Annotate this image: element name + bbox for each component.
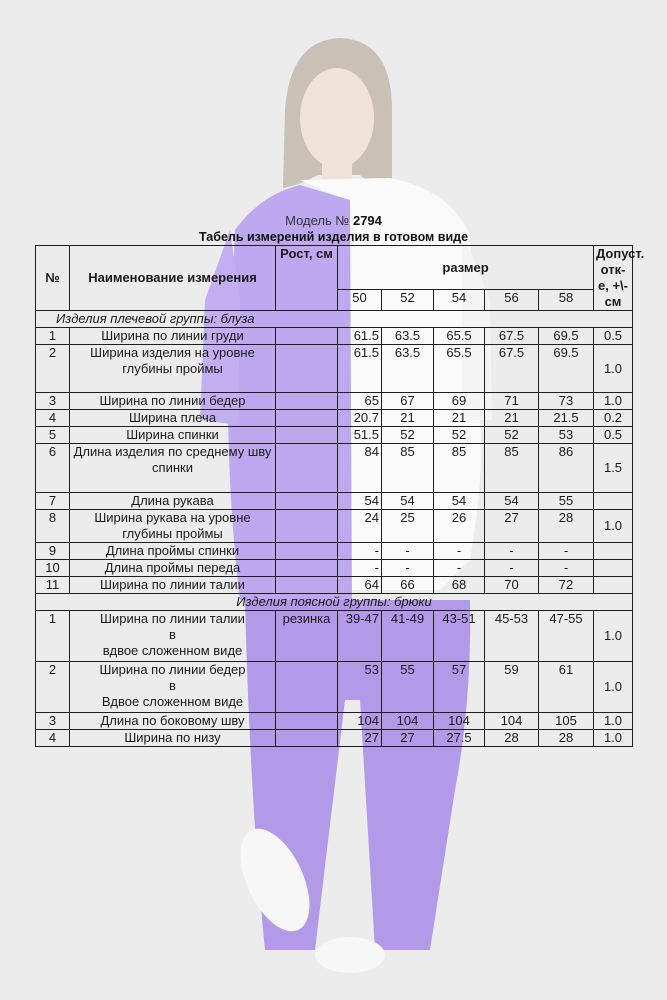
row-height-cell [276,510,338,543]
row-value: - [485,543,539,560]
row-value: - [539,543,594,560]
row-value: 41-49 [382,611,434,662]
table-title: Табель измерений изделия в готовом виде [198,230,469,244]
row-value: 63.5 [382,328,434,345]
row-value: 72 [539,577,594,594]
row-name-line: в [169,627,176,642]
row-number: 9 [36,543,70,560]
row-value: 73 [539,393,594,410]
row-value: 52 [485,427,539,444]
row-value: 27 [338,730,382,747]
row-value: 65.5 [434,345,485,393]
table-row [36,611,633,662]
header-tolerance: Допуст. отк-е, +\-см [594,246,633,311]
row-value: 27 [485,510,539,543]
row-height-cell [276,577,338,594]
row-height-cell [276,493,338,510]
row-height-cell [276,444,338,493]
row-number: 1 [36,328,70,345]
row-value: 47-55 [539,611,594,662]
row-height-cell [276,560,338,577]
row-height-cell [276,543,338,560]
size-50: 50 [338,290,382,311]
header-height: Рост, см [276,246,338,311]
row-value: 21 [485,410,539,427]
row-value: 67 [382,393,434,410]
row-value: 43-51 [434,611,485,662]
table-row [36,662,633,713]
row-tolerance: 1.0 [594,393,633,410]
section-title-blouse: Изделия плечевой группы: блуза [36,311,633,328]
row-name-line: Ширина по линии бедер [99,662,246,677]
row-name-line: Ширина по линии талии [100,611,245,626]
row-number: 10 [36,560,70,577]
row-height: резинка [276,611,338,662]
row-name-line: в [169,678,176,693]
row-number: 6 [36,444,70,493]
row-height-cell [276,328,338,345]
size-52: 52 [382,290,434,311]
row-value: 54 [485,493,539,510]
row-height [276,713,338,730]
table-row [36,393,633,410]
row-value: 27.5 [434,730,485,747]
row-value: 69.5 [539,345,594,393]
row-value: 69 [434,393,485,410]
row-name: Ширина изделия на уровне глубины проймы [70,345,276,393]
row-name: Длина проймы спинки [70,543,276,560]
row-value: 52 [382,427,434,444]
row-name: Ширина по линии бедер [70,393,276,410]
row-value: 64 [338,577,382,594]
row-value: 85 [382,444,434,493]
row-tolerance: 1.0 [594,510,633,543]
table-row [36,345,633,393]
row-value: 54 [382,493,434,510]
row-name: Длина изделия по среднему шву спинки [70,444,276,493]
row-number: 8 [36,510,70,543]
row-value: 45-53 [485,611,539,662]
row-name: Длина по боковому шву [70,713,276,730]
row-value: 55 [382,662,434,713]
row-value: 65 [338,393,382,410]
row-name: Ширина по линии груди [70,328,276,345]
row-value: 54 [338,493,382,510]
row-value: 104 [338,713,382,730]
row-tolerance: 1.0 [594,730,633,747]
row-value: - [382,543,434,560]
row-number: 2 [36,345,70,393]
table-row [36,510,633,543]
size-58: 58 [539,290,594,311]
row-value: 53 [539,427,594,444]
row-name [70,662,276,713]
row-tolerance [594,543,633,560]
row-value: 61.5 [338,328,382,345]
table-row [36,493,633,510]
row-value: 57 [434,662,485,713]
row-tolerance: 1.5 [594,444,633,493]
row-value: 104 [434,713,485,730]
row-value: 71 [485,393,539,410]
row-value: 70 [485,577,539,594]
row-value: - [485,560,539,577]
row-value: 21 [382,410,434,427]
row-height [276,662,338,713]
row-tolerance: 1.0 [594,611,633,662]
row-name: Ширина спинки [70,427,276,444]
row-name: Длина проймы переда [70,560,276,577]
row-number: 1 [36,611,70,662]
row-value: 51.5 [338,427,382,444]
row-tolerance [594,577,633,594]
row-number: 11 [36,577,70,594]
table-row [36,444,633,493]
row-tolerance: 1.0 [594,713,633,730]
row-value: 104 [485,713,539,730]
measurements-table [35,245,645,747]
header-num: № [36,246,70,311]
row-tolerance: 1.0 [594,345,633,393]
row-tolerance [594,493,633,510]
section-title-pants: Изделия поясной группы: брюки [36,594,633,611]
row-value: - [338,543,382,560]
row-value: 85 [485,444,539,493]
header-size: размер [338,246,594,290]
row-name: Ширина рукава на уровне глубины проймы [70,510,276,543]
row-value: 24 [338,510,382,543]
row-value: 53 [338,662,382,713]
row-tolerance: 0.5 [594,427,633,444]
table-row [36,410,633,427]
model-prefix: Модель № [285,213,350,228]
row-value: - [382,560,434,577]
row-name-line: вдвое сложенном виде [102,643,243,658]
row-number: 7 [36,493,70,510]
row-value: 21.5 [539,410,594,427]
row-value: 69.5 [539,328,594,345]
row-name: Ширина по линии талии [70,577,276,594]
model-face [300,68,374,168]
row-value: 68 [434,577,485,594]
row-height-cell [276,345,338,393]
row-value: 65.5 [434,328,485,345]
row-value: 59 [485,662,539,713]
model-number: 2794 [352,213,382,228]
row-number: 5 [36,427,70,444]
row-value: 104 [382,713,434,730]
row-name: Длина рукава [70,493,276,510]
table-row [36,730,633,747]
row-value: 27 [382,730,434,747]
row-name-line: Вдвое сложенном виде [101,694,244,709]
row-value: 54 [434,493,485,510]
row-value: 21 [434,410,485,427]
row-value: 61 [539,662,594,713]
row-value: 66 [382,577,434,594]
row-value: 52 [434,427,485,444]
row-name [70,611,276,662]
table-row [36,543,633,560]
row-height-cell [276,393,338,410]
row-value: - [539,560,594,577]
row-number: 2 [36,662,70,713]
row-value: 28 [485,730,539,747]
model-shoe-right [315,937,385,973]
row-number: 3 [36,713,70,730]
table-row [36,560,633,577]
row-value: 86 [539,444,594,493]
row-value: 28 [539,510,594,543]
row-height-cell [276,410,338,427]
row-tolerance: 0.5 [594,328,633,345]
row-value: 63.5 [382,345,434,393]
row-value: 55 [539,493,594,510]
row-height-cell [276,427,338,444]
row-value: 85 [434,444,485,493]
row-value: 26 [434,510,485,543]
size-56: 56 [485,290,539,311]
row-number: 4 [36,410,70,427]
row-tolerance: 0.2 [594,410,633,427]
row-value: 25 [382,510,434,543]
row-value: 84 [338,444,382,493]
row-value: 61.5 [338,345,382,393]
header-name: Наименование измерения [70,246,276,311]
row-value: 67.5 [485,328,539,345]
model-title [0,213,667,228]
row-value: 28 [539,730,594,747]
table-row [36,577,633,594]
row-number: 3 [36,393,70,410]
table-row [36,427,633,444]
row-value: - [434,543,485,560]
row-tolerance: 1.0 [594,662,633,713]
row-value: 39-47 [338,611,382,662]
row-value: - [338,560,382,577]
row-value: - [434,560,485,577]
row-number: 4 [36,730,70,747]
row-height [276,730,338,747]
row-name: Ширина плеча [70,410,276,427]
row-value: 67.5 [485,345,539,393]
size-54: 54 [434,290,485,311]
table-row [36,328,633,345]
row-name: Ширина по низу [70,730,276,747]
row-value: 105 [539,713,594,730]
row-value: 20.7 [338,410,382,427]
table-row [36,713,633,730]
row-tolerance [594,560,633,577]
